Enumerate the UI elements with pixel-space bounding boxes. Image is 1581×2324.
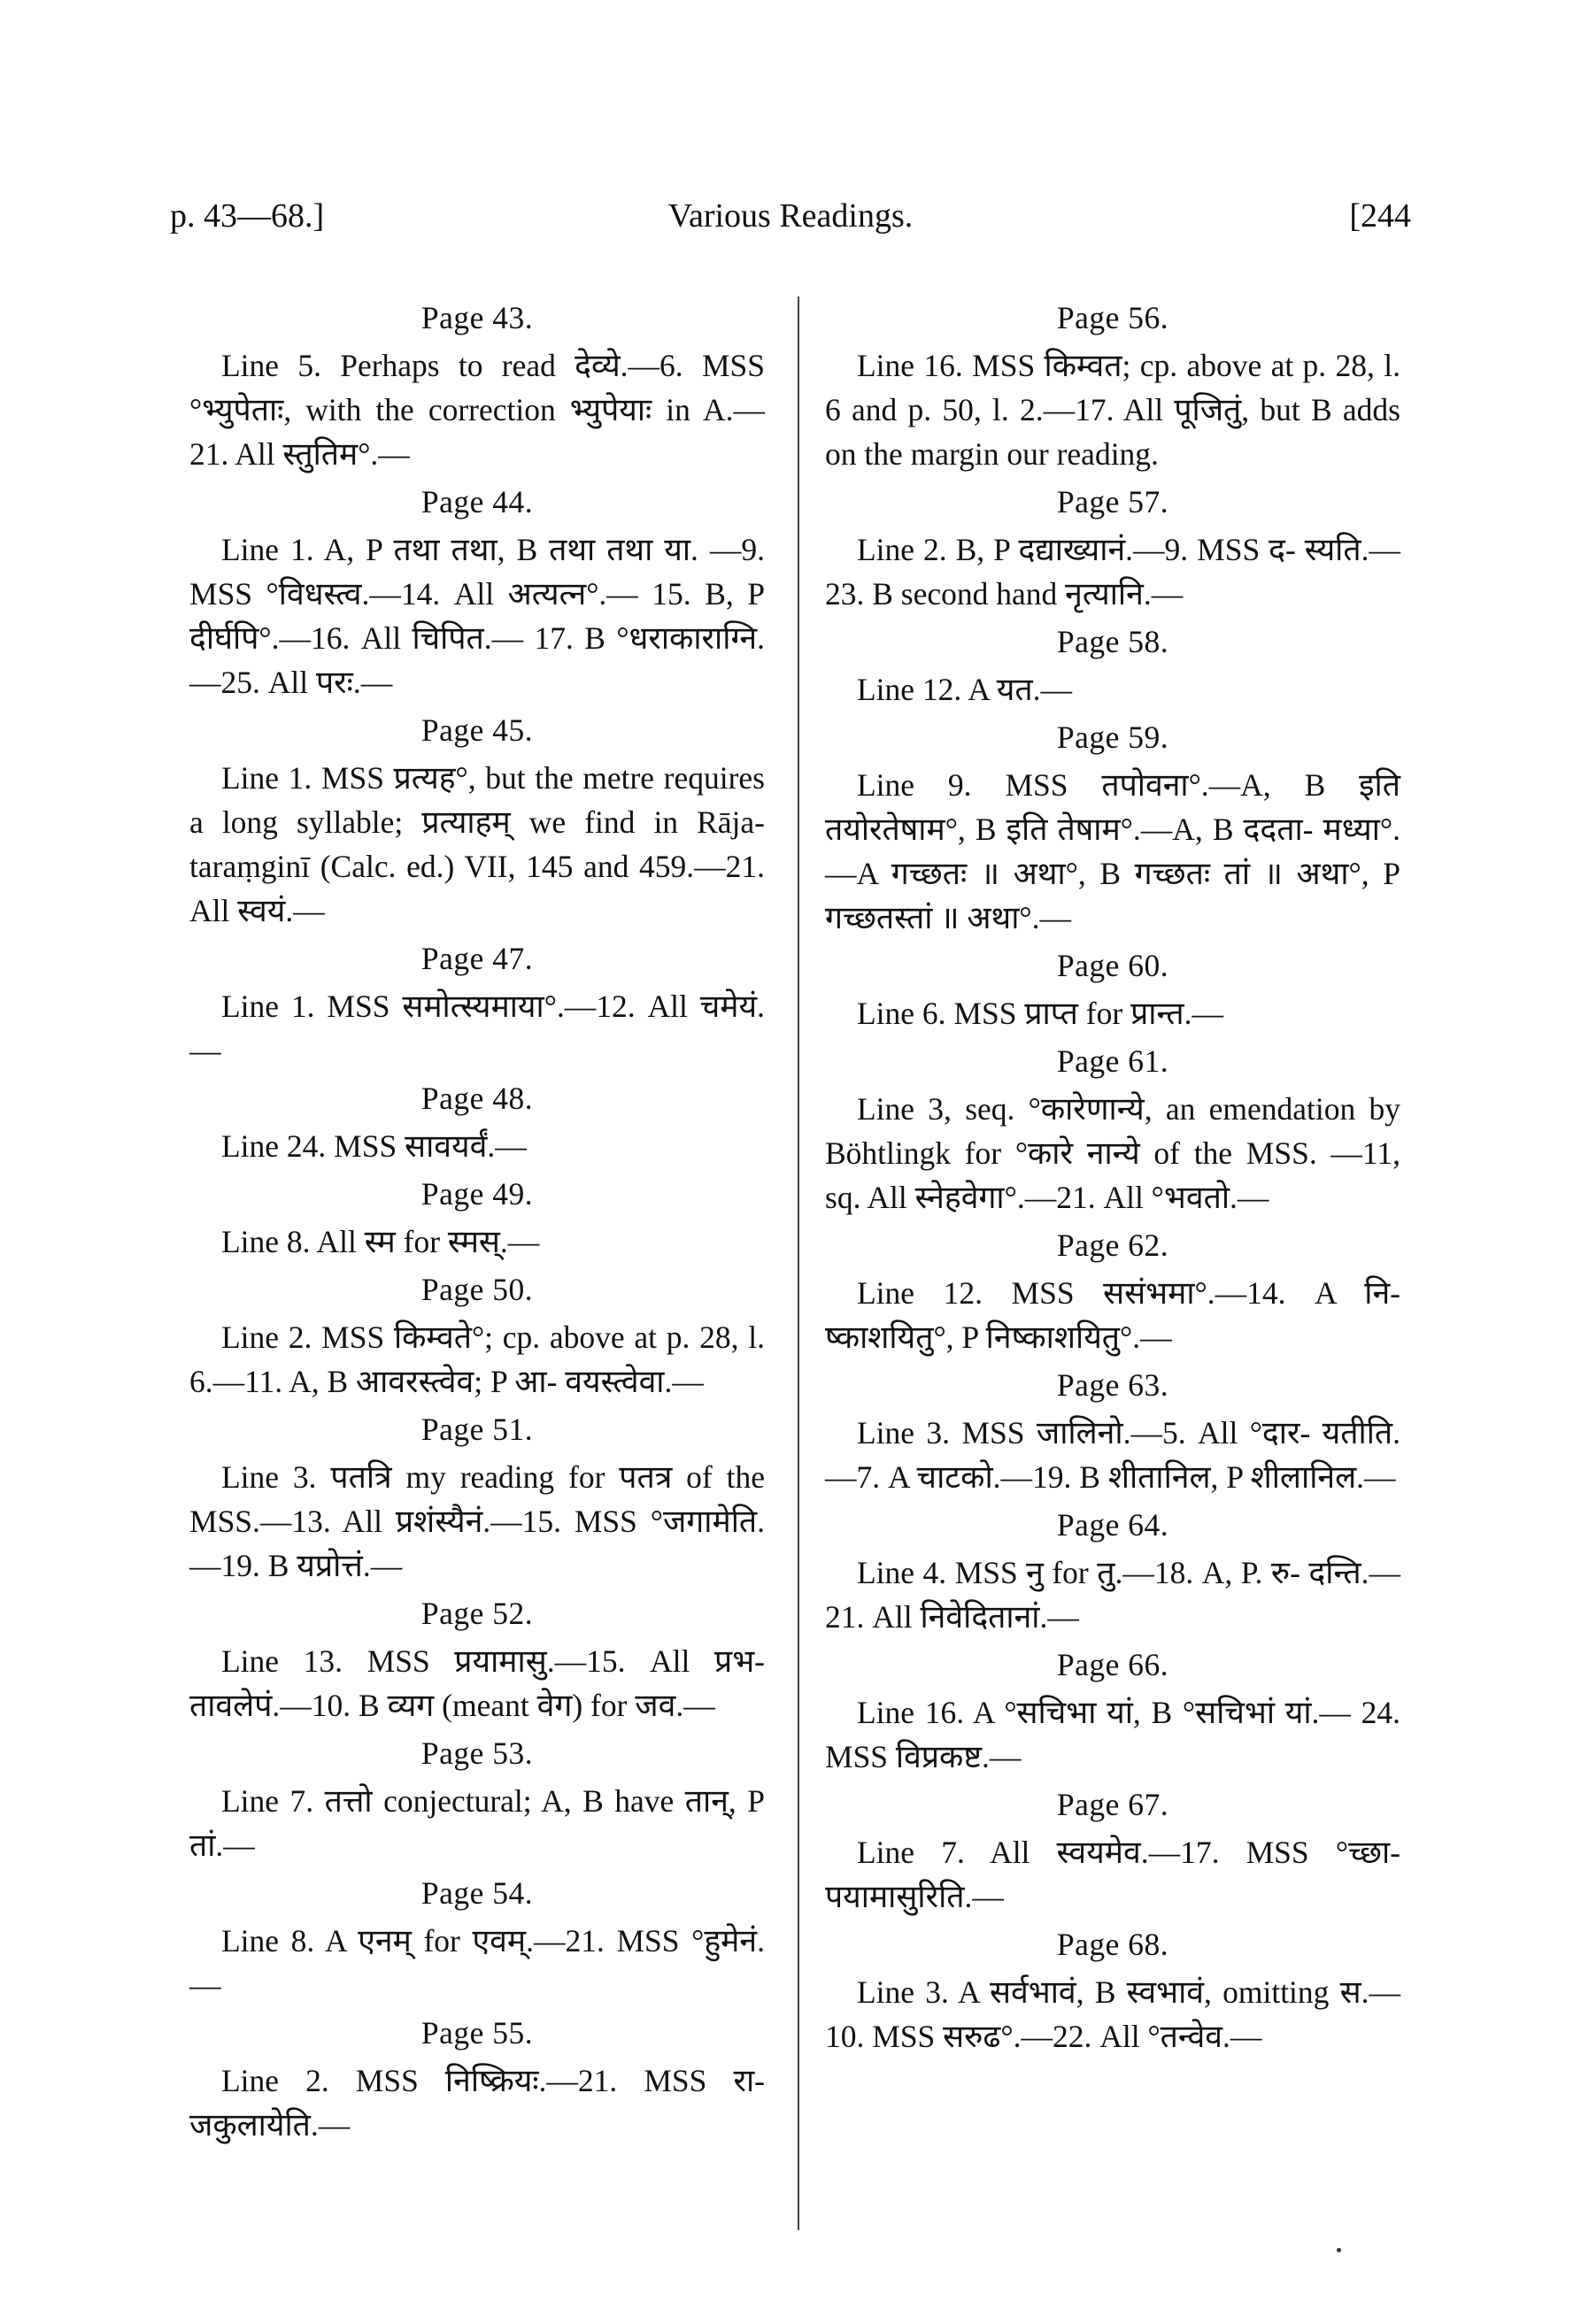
page-entry xyxy=(189,1073,765,1168)
ink-speck xyxy=(1337,2248,1341,2252)
page-heading: Page 53. xyxy=(420,1735,534,1771)
page-entry xyxy=(825,476,1400,616)
reading-text: Line 12. MSS ससंभमा°.—14. A नि- ष्काशयितु°, P निष्काशयितु°.— xyxy=(825,1275,1400,1355)
reading-text: Line 7. तत्तो conjectural; A, B have तान्, P तां.— xyxy=(189,1783,765,1863)
page-entry xyxy=(189,1588,765,1728)
page-entry xyxy=(825,1779,1400,1919)
reading-text: Line 16. MSS किम्वत; cp. above at p. 28, l. 6 and p. 50, l. 2.—17. All पूजितुं, but B adds on the margin our reading. xyxy=(825,348,1400,472)
reading-text: Line 9. MSS तपोवना°.—A, B इति तयोरतेषाम°, B इति तेषाम°.—A, B ददता- मध्या°.—A गच्छतः ॥ अथा°, B गच्छतः तां ॥ अथा°, P गच्छतस्तां ॥ अथा°.— xyxy=(825,767,1400,935)
page-entry xyxy=(189,476,765,704)
page-entry xyxy=(825,292,1400,476)
reading-text: Line 2. B, P दद्याख्यानं.—9. MSS द- स्यति.—23. B second hand नृत्यानि.— xyxy=(825,532,1400,612)
reading-text: Line 3. पतत्रि my reading for पतत्र of the MSS.—13. All प्रशंस्यैनं.—15. MSS °जगामेति.—19. B यप्रोत्तं.— xyxy=(189,1459,765,1583)
reading-text: Line 3. MSS जालिनो.—5. All °दार- यतीति.—7. A चाटको.—19. B शीतानिल, P शीलानिल.— xyxy=(825,1415,1400,1495)
page-heading: Page 56. xyxy=(1056,300,1169,335)
page-entry xyxy=(825,616,1400,712)
page-heading: Page 51. xyxy=(420,1412,534,1447)
header-page-number: [244 xyxy=(1349,197,1411,235)
page-entry xyxy=(825,1919,1400,2059)
reading-text: Line 1. MSS प्रत्यह°, but the metre requires a long syllable; प्रत्याहम् we find in Rāja-taraṃginī (Calc. ed.) VII, 145 and 459.—21. All स्वयं.— xyxy=(189,760,765,928)
page-entry xyxy=(189,2007,765,2147)
page-entry xyxy=(825,940,1400,1035)
reading-text: Line 8. All स्म for स्मस्.— xyxy=(221,1224,540,1259)
page-entry xyxy=(189,292,765,476)
reading-text: Line 24. MSS सावयर्वं.— xyxy=(221,1128,527,1164)
page-heading: Page 45. xyxy=(420,712,534,748)
reading-text: Line 1. A, P तथा तथा, B तथा तथा या. —9. MSS °विधस्त्व.—14. All अत्यत्न°.— 15. B, P दीर्घपि°.—16. All चिपित.— 17. B °धराकाराग्नि.—25. All परः.— xyxy=(189,532,765,700)
page-heading: Page 50. xyxy=(420,1272,534,1307)
reading-text: Line 3. A सर्वभावं, B स्वभावं, omitting स.—10. MSS सरुढ°.—22. All °तन्वेव.— xyxy=(825,1974,1400,2054)
reading-text: Line 16. A °सचिभा यां, B °सचिभां यां.— 24. MSS विप्रकष्ट.— xyxy=(825,1695,1400,1774)
page-heading: Page 68. xyxy=(1056,1927,1169,1962)
page-entry xyxy=(189,1867,765,2007)
column-divider xyxy=(798,296,799,2230)
reading-text: Line 2. MSS किम्वते°; cp. above at p. 28, l. 6.—11. A, B आवरस्त्वेव; P आ- वयस्त्वेवा.— xyxy=(189,1320,765,1399)
page-heading: Page 59. xyxy=(1056,720,1169,755)
page-entry xyxy=(825,1499,1400,1639)
page-heading: Page 67. xyxy=(1056,1787,1169,1822)
reading-text: Line 6. MSS प्राप्त for प्रान्त.— xyxy=(857,996,1224,1031)
page-heading: Page 62. xyxy=(1056,1227,1169,1263)
page-entry xyxy=(189,933,765,1073)
reading-text: Line 4. MSS नु for तु.—18. A, P. रु- दन्ति.—21. All निवेदितानां.— xyxy=(825,1555,1400,1635)
page-heading: Page 54. xyxy=(420,1875,534,1911)
page-entry xyxy=(189,1404,765,1588)
left-column xyxy=(189,292,765,2147)
reading-text: Line 2. MSS निष्क्रियः.—21. MSS रा- जकुलायेति.— xyxy=(189,2063,765,2143)
reading-text: Line 1. MSS समोत्स्यमाया°.—12. All चमेयं.— xyxy=(189,989,765,1068)
page-heading: Page 58. xyxy=(1056,624,1169,659)
page-heading: Page 52. xyxy=(420,1596,534,1631)
page-heading: Page 61. xyxy=(1056,1043,1169,1079)
reading-text: Line 12. A यत.— xyxy=(857,672,1072,707)
page-heading: Page 66. xyxy=(1056,1647,1169,1682)
running-header xyxy=(170,196,1411,250)
page-heading: Page 49. xyxy=(420,1176,534,1212)
page-heading: Page 48. xyxy=(420,1081,534,1116)
page-heading: Page 43. xyxy=(420,300,534,335)
page-entry xyxy=(825,712,1400,940)
page-entry xyxy=(189,1264,765,1404)
page-entry xyxy=(825,1220,1400,1359)
page-heading: Page 44. xyxy=(420,484,534,519)
page-entry xyxy=(825,1359,1400,1499)
reading-text: Line 7. All स्वयमेव.—17. MSS °च्छा- पयामासुरिति.— xyxy=(825,1835,1400,1914)
page-heading: Page 60. xyxy=(1056,948,1169,983)
page-entry xyxy=(825,1639,1400,1779)
reading-text: Line 13. MSS प्रयामासु.—15. All प्रभ- तावलेपं.—10. B व्यग (meant वेग) for जव.— xyxy=(189,1643,765,1723)
reading-text: Line 8. A एनम् for एवम्.—21. MSS °हुमेनं.— xyxy=(189,1923,765,2003)
page-heading: Page 47. xyxy=(420,941,534,976)
reading-text: Line 3, seq. °कारेणान्ये, an emendation by Böhtlingk for °कारे नान्ये of the MSS. —11, sq. All स्नेहवेगा°.—21. All °भवतो.— xyxy=(825,1091,1400,1215)
page-heading: Page 63. xyxy=(1056,1367,1169,1403)
page-heading: Page 55. xyxy=(420,2015,534,2051)
page-heading: Page 64. xyxy=(1056,1507,1169,1543)
right-column xyxy=(825,292,1400,2059)
header-page-range: p. 43—68.] xyxy=(170,197,325,235)
header-title: Various Readings. xyxy=(667,197,914,235)
page-entry xyxy=(825,1035,1400,1220)
reading-text: Line 5. Perhaps to read देव्ये.—6. MSS °भ्युपेताः, with the correction भ्युपेयाः in A.—21. All स्तुतिम°.— xyxy=(189,348,765,472)
page-heading: Page 57. xyxy=(1056,484,1169,519)
page-entry xyxy=(189,1168,765,1264)
page-entry xyxy=(189,704,765,933)
page-entry xyxy=(189,1728,765,1867)
